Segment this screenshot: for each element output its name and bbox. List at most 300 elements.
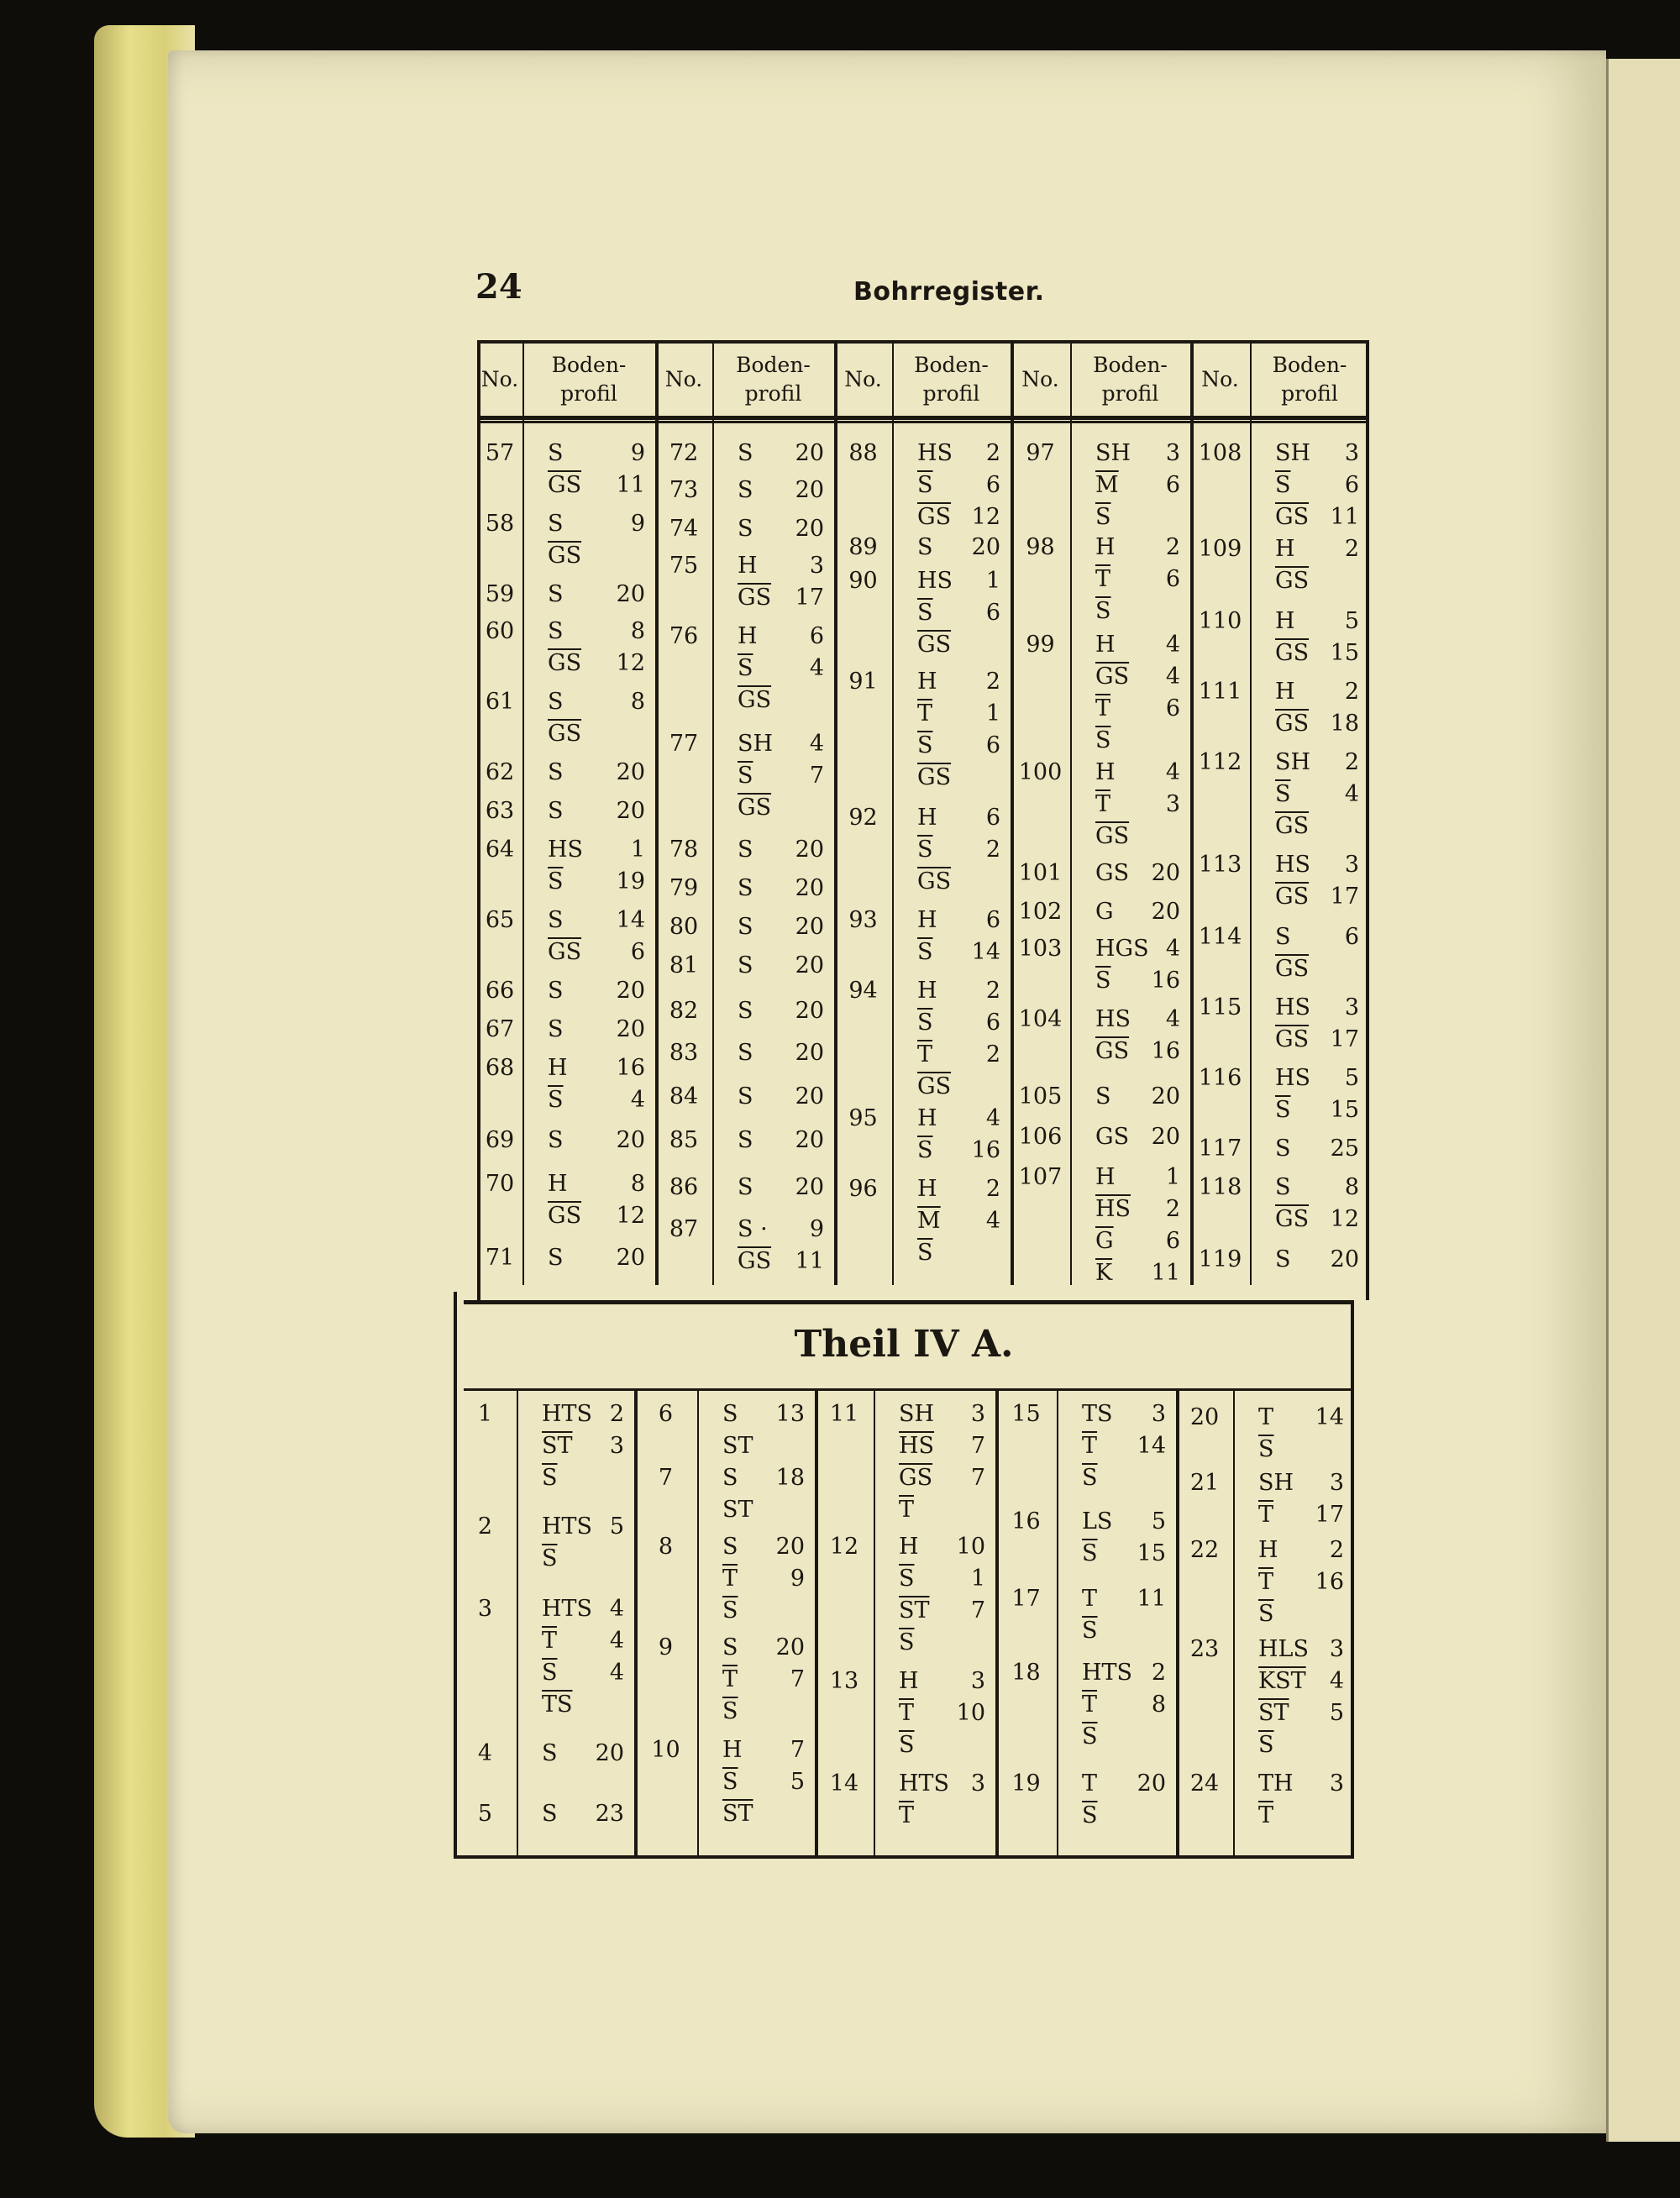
iva-soil-code: $\overline{S}$	[1258, 1601, 1274, 1627]
iva-boring-number: 9	[658, 1634, 674, 1660]
iva-soil-code: $\overline{KST}$	[1258, 1668, 1306, 1694]
top-soil-code: S	[548, 759, 564, 785]
top-depth-value: 6	[1165, 472, 1180, 498]
iva-soil-code: $\overline{S}$	[1258, 1732, 1274, 1758]
top-soil-code: H	[1275, 536, 1295, 562]
top-soil-code: $\overline{GS}$	[917, 1073, 952, 1099]
top-soil-code: $\overline{M}$	[917, 1208, 941, 1234]
top-soil-code: $\overline{S}$	[1095, 504, 1111, 530]
top-depth-value: 11	[1330, 504, 1359, 530]
top-depth-value: 20	[1151, 1083, 1180, 1109]
top-boring-number: 92	[848, 805, 878, 831]
top-depth-value: 1	[985, 568, 1000, 594]
iva-depth-value: 4	[1329, 1668, 1344, 1694]
iva-soil-code: T	[1082, 1586, 1098, 1612]
top-boring-number: 72	[669, 440, 699, 466]
top-depth-value: 4	[1165, 1006, 1180, 1032]
lower-inner-rule-1	[697, 1388, 699, 1859]
top-soil-code: HS	[1275, 852, 1311, 878]
iva-soil-code: S	[542, 1740, 558, 1766]
top-depth-value: 20	[971, 534, 1000, 560]
top-soil-code: $\overline{S}$	[917, 732, 933, 758]
iva-soil-code: H	[899, 1534, 919, 1560]
iva-soil-code: S	[722, 1534, 738, 1560]
top-depth-value: 15	[1330, 640, 1359, 666]
iva-depth-value: 3	[970, 1668, 985, 1694]
top-depth-value: 4	[630, 1087, 645, 1113]
iva-soil-code: $\overline{T}$	[1258, 1502, 1274, 1528]
top-depth-value: 12	[971, 504, 1000, 530]
top-soil-code: $\overline{GS}$	[548, 543, 582, 569]
top-depth-value: 20	[616, 759, 645, 785]
top-boring-number: 70	[485, 1171, 515, 1197]
top-soil-code: S	[1275, 1246, 1291, 1272]
top-soil-code: $\overline{GS}$	[1275, 640, 1310, 666]
header-no: No.	[477, 340, 522, 422]
top-depth-value: 6	[985, 907, 1000, 933]
top-depth-value: 2	[985, 1176, 1000, 1202]
top-depth-value: 5	[1344, 1065, 1359, 1091]
top-depth-value: 4	[1165, 632, 1180, 658]
iva-soil-code: $\overline{T}$	[899, 1497, 915, 1523]
iva-depth-value: 5	[1151, 1508, 1166, 1534]
top-soil-code: HS	[548, 837, 584, 863]
top-soil-code: S	[738, 837, 753, 863]
top-soil-code: $\overline{GS}$	[1275, 1026, 1310, 1052]
top-soil-code: $\overline{GS}$	[548, 1203, 582, 1229]
top-depth-value: 20	[795, 1040, 824, 1066]
top-soil-code: S	[738, 1083, 753, 1109]
top-soil-code: $\overline{GS}$	[1095, 664, 1130, 690]
top-boring-number: 85	[669, 1127, 699, 1153]
top-soil-code: H	[917, 978, 937, 1004]
top-soil-code: $\overline{GS}$	[548, 721, 582, 747]
iva-soil-code: $\overline{ST}$	[722, 1801, 753, 1827]
top-depth-value: 20	[1151, 899, 1180, 925]
top-soil-code: $\overline{T}$	[917, 1041, 933, 1068]
header-bodenprofil: Boden- profil	[1070, 340, 1190, 422]
iva-depth-value: 13	[775, 1401, 805, 1427]
top-depth-value: 20	[616, 798, 645, 824]
top-soil-code: $\overline{G}$	[1095, 1228, 1114, 1254]
top-soil-code: $\overline{S}$	[738, 763, 753, 789]
iva-soil-code: $\overline{T}$	[899, 1802, 915, 1828]
iva-depth-value: 4	[609, 1628, 624, 1654]
top-depth-value: 20	[616, 581, 645, 607]
top-depth-value: 7	[809, 763, 824, 789]
top-soil-code: H	[917, 1105, 937, 1131]
top-boring-number: 116	[1198, 1065, 1242, 1091]
top-depth-value: 4	[985, 1105, 1000, 1131]
top-depth-value: 20	[795, 875, 824, 901]
iva-soil-code: S	[722, 1401, 738, 1427]
iva-depth-value: 15	[1137, 1540, 1166, 1566]
top-soil-code: S	[1275, 1174, 1291, 1200]
iva-soil-code: $\overline{S}$	[899, 1629, 915, 1655]
iva-boring-number: 19	[1011, 1770, 1041, 1797]
iva-soil-code: S	[722, 1634, 738, 1660]
top-depth-value: 6	[1165, 1228, 1180, 1254]
top-soil-code: $\overline{GS}$	[917, 764, 952, 790]
top-depth-value: 20	[795, 440, 824, 466]
top-boring-number: 117	[1198, 1136, 1242, 1162]
top-soil-code: H	[1275, 608, 1295, 634]
top-depth-value: 20	[1330, 1246, 1359, 1272]
iva-boring-number: 23	[1189, 1636, 1220, 1662]
iva-depth-value: 8	[1151, 1692, 1166, 1718]
top-depth-value: 11	[795, 1248, 824, 1274]
top-depth-value: 20	[1151, 1124, 1180, 1150]
top-soil-code: $\overline{K}$	[1095, 1260, 1113, 1286]
top-boring-number: 62	[485, 759, 515, 785]
top-boring-number: 106	[1018, 1124, 1063, 1150]
top-boring-number: 73	[669, 477, 699, 503]
top-boring-number: 66	[485, 978, 515, 1004]
header-no: No.	[1011, 340, 1070, 422]
top-boring-number: 68	[485, 1055, 515, 1081]
top-soil-code: $\overline{S}$	[917, 1137, 933, 1163]
top-boring-number: 99	[1026, 632, 1055, 658]
iva-soil-code: HTS	[542, 1596, 593, 1622]
top-depth-value: 17	[1330, 884, 1359, 910]
top-depth-value: 6	[1344, 924, 1359, 950]
top-depth-value: 18	[1330, 711, 1359, 737]
top-boring-number: 105	[1018, 1083, 1063, 1109]
top-boring-number: 87	[669, 1216, 699, 1242]
iva-soil-code: $\overline{S}$	[899, 1566, 915, 1592]
iva-boring-number: 11	[829, 1401, 859, 1427]
top-depth-value: 20	[616, 1127, 645, 1153]
top-depth-value: 2	[1165, 534, 1180, 560]
top-soil-code: H	[1095, 1164, 1116, 1190]
top-soil-code: H	[917, 907, 937, 933]
top-boring-number: 115	[1198, 994, 1242, 1020]
top-depth-value: 4	[1165, 759, 1180, 785]
top-boring-number: 79	[669, 875, 699, 901]
lower-inner-rule-2	[874, 1388, 875, 1859]
top-soil-code: S	[548, 1016, 564, 1042]
iva-depth-value: 5	[609, 1513, 624, 1540]
top-soil-code: S	[548, 581, 564, 607]
iva-soil-code: T	[1258, 1404, 1274, 1430]
top-soil-code: $\overline{T}$	[1095, 695, 1111, 721]
top-soil-code: S	[548, 618, 564, 644]
iva-boring-number: 20	[1189, 1404, 1220, 1430]
top-boring-number: 86	[669, 1174, 699, 1200]
top-soil-code: H	[738, 623, 758, 649]
iva-soil-code: $\overline{T}$	[1258, 1802, 1274, 1828]
header-bodenprofil: Boden- profil	[522, 340, 655, 422]
inner-rule-block-4	[1250, 340, 1252, 1285]
top-depth-value: 2	[985, 669, 1000, 695]
iva-depth-value: 14	[1137, 1433, 1166, 1459]
top-boring-number: 78	[669, 837, 699, 863]
top-boring-number: 98	[1026, 534, 1055, 560]
top-soil-code: HS	[917, 440, 953, 466]
top-depth-value: 2	[1344, 679, 1359, 705]
iva-boring-number: 5	[477, 1801, 493, 1827]
top-soil-code: $\overline{T}$	[917, 700, 933, 727]
facing-page-edge	[1606, 59, 1680, 2142]
top-soil-code: $\overline{GS}$	[548, 472, 582, 498]
top-soil-code: HS	[1275, 994, 1311, 1020]
inner-rule-block-3	[1070, 340, 1072, 1285]
top-depth-value: 20	[616, 1245, 645, 1271]
lower-col-rule-1	[634, 1388, 638, 1859]
top-depth-value: 20	[795, 998, 824, 1024]
top-depth-value: 2	[985, 978, 1000, 1004]
top-soil-code: H	[917, 1176, 937, 1202]
top-soil-code: SH	[1095, 440, 1131, 466]
iva-soil-code: $\overline{S}$	[542, 1660, 558, 1686]
top-soil-code: HGS	[1095, 936, 1149, 962]
iva-soil-code: $\overline{S}$	[542, 1465, 558, 1491]
top-depth-value: 20	[616, 1016, 645, 1042]
top-soil-code: H	[548, 1055, 568, 1081]
top-soil-code: $\overline{GS}$	[1275, 504, 1310, 530]
top-soil-code: S	[548, 1127, 564, 1153]
top-boring-number: 111	[1198, 679, 1242, 705]
top-depth-value: 12	[1330, 1206, 1359, 1232]
top-soil-code: H	[738, 553, 758, 579]
top-depth-value: 11	[1151, 1260, 1180, 1286]
iva-depth-value: 7	[970, 1465, 985, 1491]
iva-boring-number: 12	[829, 1534, 859, 1560]
top-depth-value: 20	[616, 978, 645, 1004]
iva-depth-value: 5	[790, 1769, 805, 1795]
iva-depth-value: 3	[1329, 1770, 1344, 1797]
top-soil-code: $\overline{GS}$	[917, 868, 952, 894]
iva-boring-number: 13	[829, 1668, 859, 1694]
top-depth-value: 19	[616, 868, 645, 894]
top-boring-number: 95	[848, 1105, 878, 1131]
top-soil-code: S	[738, 440, 753, 466]
iva-boring-number: 21	[1189, 1470, 1220, 1496]
top-depth-value: 14	[971, 939, 1000, 965]
iva-depth-value: 3	[1151, 1401, 1166, 1427]
iva-depth-value: 20	[775, 1634, 805, 1660]
header-no: No.	[1190, 340, 1250, 422]
top-soil-code: S	[738, 875, 753, 901]
top-depth-value: 6	[630, 939, 645, 965]
iva-soil-code: H	[899, 1668, 919, 1694]
iva-boring-number: 16	[1011, 1508, 1041, 1534]
iva-soil-code: H	[722, 1737, 743, 1763]
top-boring-number: 119	[1198, 1246, 1242, 1272]
top-soil-code: H	[1095, 534, 1116, 560]
iva-soil-code: $\overline{S}$	[1082, 1618, 1098, 1644]
top-soil-code: $\overline{GS}$	[1275, 956, 1310, 982]
lower-inner-rule-4	[1233, 1388, 1235, 1859]
top-soil-code: $\overline{S}$	[1095, 727, 1111, 753]
top-soil-code: S	[548, 978, 564, 1004]
top-soil-code: HS	[917, 568, 953, 594]
top-soil-code: S	[1095, 1083, 1111, 1109]
iva-boring-number: 1	[477, 1401, 493, 1427]
top-boring-number: 61	[485, 689, 515, 715]
iva-soil-code: HTS	[542, 1401, 593, 1427]
top-soil-code: S	[1275, 1136, 1291, 1162]
iva-depth-value: 20	[595, 1740, 624, 1766]
top-boring-number: 57	[485, 440, 515, 466]
top-depth-value: 16	[1151, 1038, 1180, 1064]
iva-soil-code: $\overline{GS}$	[899, 1465, 933, 1491]
iva-depth-value: 4	[609, 1596, 624, 1622]
top-soil-code: $\overline{S}$	[1095, 598, 1111, 624]
iva-boring-number: 22	[1189, 1537, 1220, 1563]
top-soil-code: H	[1275, 679, 1295, 705]
top-soil-code: $\overline{GS}$	[1275, 884, 1310, 910]
top-depth-value: 3	[1344, 994, 1359, 1020]
table-right-rule	[1366, 340, 1369, 1300]
top-soil-code: G	[1095, 899, 1114, 925]
top-soil-code: S	[738, 1174, 753, 1200]
iva-boring-number: 17	[1011, 1586, 1041, 1612]
top-soil-code: S	[548, 907, 564, 933]
iva-soil-code: $\overline{ST}$	[899, 1597, 930, 1624]
top-boring-number: 80	[669, 914, 699, 940]
iva-depth-value: 3	[609, 1433, 624, 1459]
top-depth-value: 3	[1165, 440, 1180, 466]
top-depth-value: 9	[809, 1216, 824, 1242]
iva-soil-code: $\overline{S}$	[1082, 1802, 1098, 1828]
iva-soil-code: $\overline{S}$	[1258, 1436, 1274, 1462]
top-boring-number: 104	[1018, 1006, 1063, 1032]
top-boring-number: 74	[669, 516, 699, 542]
iva-depth-value: 7	[970, 1597, 985, 1624]
top-depth-value: 1	[985, 700, 1000, 727]
iva-soil-code: $\overline{T}$	[1082, 1433, 1098, 1459]
top-boring-number: 77	[669, 731, 699, 757]
top-soil-code: $\overline{S}$	[917, 600, 933, 626]
top-boring-number: 89	[848, 534, 878, 560]
iva-soil-code: S	[722, 1465, 738, 1491]
top-depth-value: 16	[616, 1055, 645, 1081]
top-depth-value: 9	[630, 511, 645, 537]
top-soil-code: $\overline{S}$	[917, 1240, 933, 1266]
top-boring-number: 108	[1198, 440, 1242, 466]
top-depth-value: 6	[809, 623, 824, 649]
table-bottom-rule	[454, 1855, 1354, 1859]
header-no: No.	[834, 340, 892, 422]
iva-depth-value: 16	[1315, 1569, 1344, 1595]
top-boring-number: 59	[485, 581, 515, 607]
iva-boring-number: 14	[829, 1770, 859, 1797]
iva-soil-code: $\overline{S}$	[899, 1732, 915, 1758]
top-boring-number: 82	[669, 998, 699, 1024]
top-depth-value: 17	[1330, 1026, 1359, 1052]
iva-depth-value: 10	[956, 1534, 985, 1560]
top-depth-value: 4	[1344, 781, 1359, 807]
iva-soil-code: TH	[1258, 1770, 1294, 1797]
iva-soil-code: $\overline{T}$	[722, 1566, 738, 1592]
top-soil-code: H	[917, 805, 937, 831]
iva-depth-value: 2	[609, 1401, 624, 1427]
header-bodenprofil: Boden- profil	[712, 340, 834, 422]
top-depth-value: 20	[795, 1174, 824, 1200]
iva-boring-number: 7	[658, 1465, 674, 1491]
iva-soil-code: $\overline{S}$	[722, 1769, 738, 1795]
top-boring-number: 113	[1198, 852, 1242, 878]
top-soil-code: S	[548, 1245, 564, 1271]
iva-soil-code: $\overline{ST}$	[542, 1433, 573, 1459]
top-boring-number: 64	[485, 837, 515, 863]
top-depth-value: 4	[1165, 936, 1180, 962]
top-soil-code: $\overline{GS}$	[1275, 711, 1310, 737]
top-depth-value: 2	[985, 837, 1000, 863]
top-depth-value: 4	[809, 731, 824, 757]
iva-soil-code: $\overline{S}$	[542, 1545, 558, 1571]
inner-rule-block-2	[892, 340, 894, 1285]
top-depth-value: 17	[795, 585, 824, 611]
iva-soil-code: S	[542, 1801, 558, 1827]
top-soil-code: $\overline{HS}$	[1095, 1196, 1131, 1222]
iva-soil-code: HTS	[1082, 1660, 1133, 1686]
section-rule-bottom	[464, 1388, 1354, 1391]
iva-soil-code: H	[1258, 1537, 1278, 1563]
top-depth-value: 8	[630, 689, 645, 715]
iva-depth-value: 4	[609, 1660, 624, 1686]
top-soil-code: S	[738, 914, 753, 940]
top-depth-value: 8	[630, 618, 645, 644]
iva-boring-number: 15	[1011, 1401, 1041, 1427]
top-soil-code: S	[1275, 924, 1291, 950]
top-soil-code: S	[917, 534, 933, 560]
top-soil-code: $\overline{M}$	[1095, 472, 1119, 498]
section-title: Theil IV A.	[794, 1323, 1014, 1366]
iva-depth-value: 1	[970, 1566, 985, 1592]
top-depth-value: 16	[1151, 968, 1180, 994]
top-depth-value: 14	[616, 907, 645, 933]
iva-depth-value: 20	[1137, 1770, 1166, 1797]
iva-depth-value: 7	[970, 1433, 985, 1459]
top-depth-value: 20	[795, 952, 824, 978]
top-soil-code: $\overline{GS}$	[548, 650, 582, 676]
iva-soil-code: HTS	[899, 1770, 950, 1797]
iva-depth-value: 23	[595, 1801, 624, 1827]
iva-soil-code: $\overline{T}$	[899, 1700, 915, 1726]
iva-depth-value: 2	[1329, 1537, 1344, 1563]
top-boring-number: 67	[485, 1016, 515, 1042]
iva-soil-code: $\overline{ST}$	[1258, 1700, 1289, 1726]
top-boring-number: 110	[1198, 608, 1242, 634]
top-depth-value: 11	[616, 472, 645, 498]
top-boring-number: 60	[485, 618, 515, 644]
top-soil-code: $\overline{GS}$	[1275, 568, 1310, 594]
top-soil-code: GS	[1095, 1124, 1130, 1150]
header-no: No.	[655, 340, 712, 422]
top-boring-number: 91	[848, 669, 878, 695]
iva-soil-code: $\overline{S}$	[1082, 1465, 1098, 1491]
top-depth-value: 20	[795, 1127, 824, 1153]
top-depth-value: 2	[1165, 1196, 1180, 1222]
top-depth-value: 6	[1165, 695, 1180, 721]
top-depth-value: 8	[630, 1171, 645, 1197]
top-soil-code: H	[548, 1171, 568, 1197]
top-depth-value: 2	[1344, 536, 1359, 562]
iva-soil-code: ST	[722, 1433, 753, 1459]
top-soil-code: $\overline{GS}$	[917, 632, 952, 658]
iva-soil-code: SH	[899, 1401, 935, 1427]
top-soil-code: S	[738, 1040, 753, 1066]
top-soil-code: $\overline{T}$	[1095, 566, 1111, 592]
top-soil-code: $\overline{S}$	[1275, 472, 1291, 498]
top-depth-value: 2	[985, 1041, 1000, 1068]
iva-boring-number: 8	[658, 1534, 674, 1560]
top-depth-value: 2	[985, 440, 1000, 466]
top-soil-code: $\overline{S}$	[1275, 1097, 1291, 1123]
iva-soil-code: $\overline{T}$	[542, 1628, 558, 1654]
